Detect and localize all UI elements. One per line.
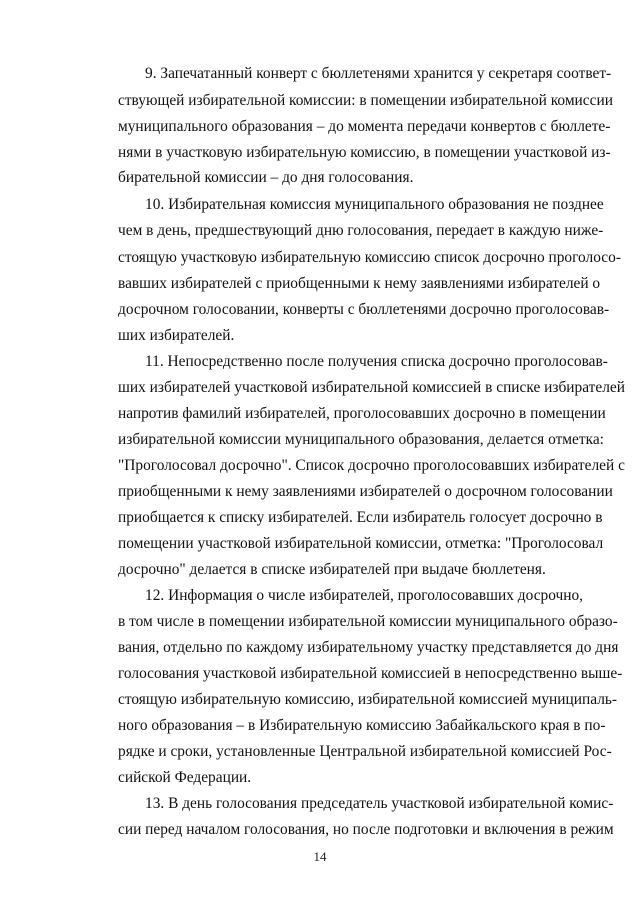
- paragraph-9-line-3: муниципального образования – до момента передачи конвертов с бюллете-: [118, 118, 611, 135]
- paragraph-10-line-6: ших избирателей.: [118, 327, 235, 344]
- paragraph-11-line-4: избирательной комиссии муниципального образования, делается отметка:: [118, 431, 604, 448]
- paragraph-12-line-5: стоящую избирательную комиссию, избирательной комиссией муниципаль-: [118, 691, 618, 708]
- paragraph-11-line-2: ших избирателей участковой избирательной комиссией в списке избирателей: [118, 379, 625, 396]
- paragraph-9-line-2: ствующей избирательной комиссии: в помещении избирательной комиссии: [118, 92, 613, 109]
- paragraph-13-line-1: 13. В день голосования председатель участковой избирательной комис-: [145, 795, 614, 812]
- paragraph-12-line-7: рядке и сроки, установленные Центральной избирательной комиссией Рос-: [118, 743, 612, 760]
- paragraph-13-line-2: сии перед началом голосования, но после подготовки и включения в режим: [118, 821, 614, 838]
- paragraph-11-line-6: приобщенными к нему заявлениями избирателей о досрочном голосовании: [118, 483, 613, 500]
- paragraph-12-line-1: 12. Информация о числе избирателей, проголосовавших досрочно,: [145, 587, 584, 604]
- paragraph-11-line-7: приобщается к списку избирателей. Если избиратель голосует досрочно в: [118, 509, 603, 526]
- paragraph-10-line-2: чем в день, предшествующий дню голосования, передает в каждую ниже-: [118, 222, 604, 239]
- page-number: 14: [313, 849, 327, 864]
- paragraph-12-line-3: вания, отдельно по каждому избирательному участку представляется до дня: [118, 639, 619, 656]
- paragraph-11-line-5: "Проголосовал досрочно". Список досрочно проголосовавших избирателей с: [118, 457, 625, 474]
- paragraph-12-line-6: ного образования – в Избирательную комиссию Забайкальского края в по-: [118, 717, 606, 734]
- paragraph-10-line-1: 10. Избирательная комиссия муниципального образования не позднее: [145, 196, 604, 213]
- paragraph-11-line-9: досрочно" делается в списке избирателей при выдаче бюллетеня.: [118, 561, 546, 578]
- paragraph-12-line-8: сийской Федерации.: [118, 769, 252, 786]
- paragraph-9-line-1: 9. Запечатанный конверт с бюллетенями хранится у секретаря соответ-: [145, 65, 612, 82]
- paragraph-9-line-5: бирательной комиссии – до дня голосования.: [118, 169, 414, 186]
- paragraph-10-line-4: вавших избирателей с приобщенными к нему заявлениями избирателей о: [118, 275, 601, 292]
- paragraph-10-line-3: стоящую участковую избирательную комиссию список досрочно проголосо-: [118, 249, 621, 266]
- paragraph-9-line-4: нями в участковую избирательную комиссию, в помещении участковой из-: [118, 144, 611, 161]
- paragraph-11-line-1: 11. Непосредственно после получения списка досрочно проголосовав-: [145, 353, 608, 370]
- paragraph-12-line-4: голосования участковой избирательной комиссией в непосредственно выше-: [118, 665, 623, 682]
- paragraph-11-line-3: напротив фамилий избирателей, проголосовавших досрочно в помещении: [118, 405, 606, 422]
- paragraph-12-line-2: в том числе в помещении избирательной комиссии муниципального образо-: [118, 613, 618, 630]
- paragraph-10-line-5: досрочном голосовании, конверты с бюллетенями досрочно проголосовав-: [118, 301, 610, 318]
- paragraph-11-line-8: помещении участковой избирательной комиссии, отметка: "Проголосовал: [118, 535, 604, 552]
